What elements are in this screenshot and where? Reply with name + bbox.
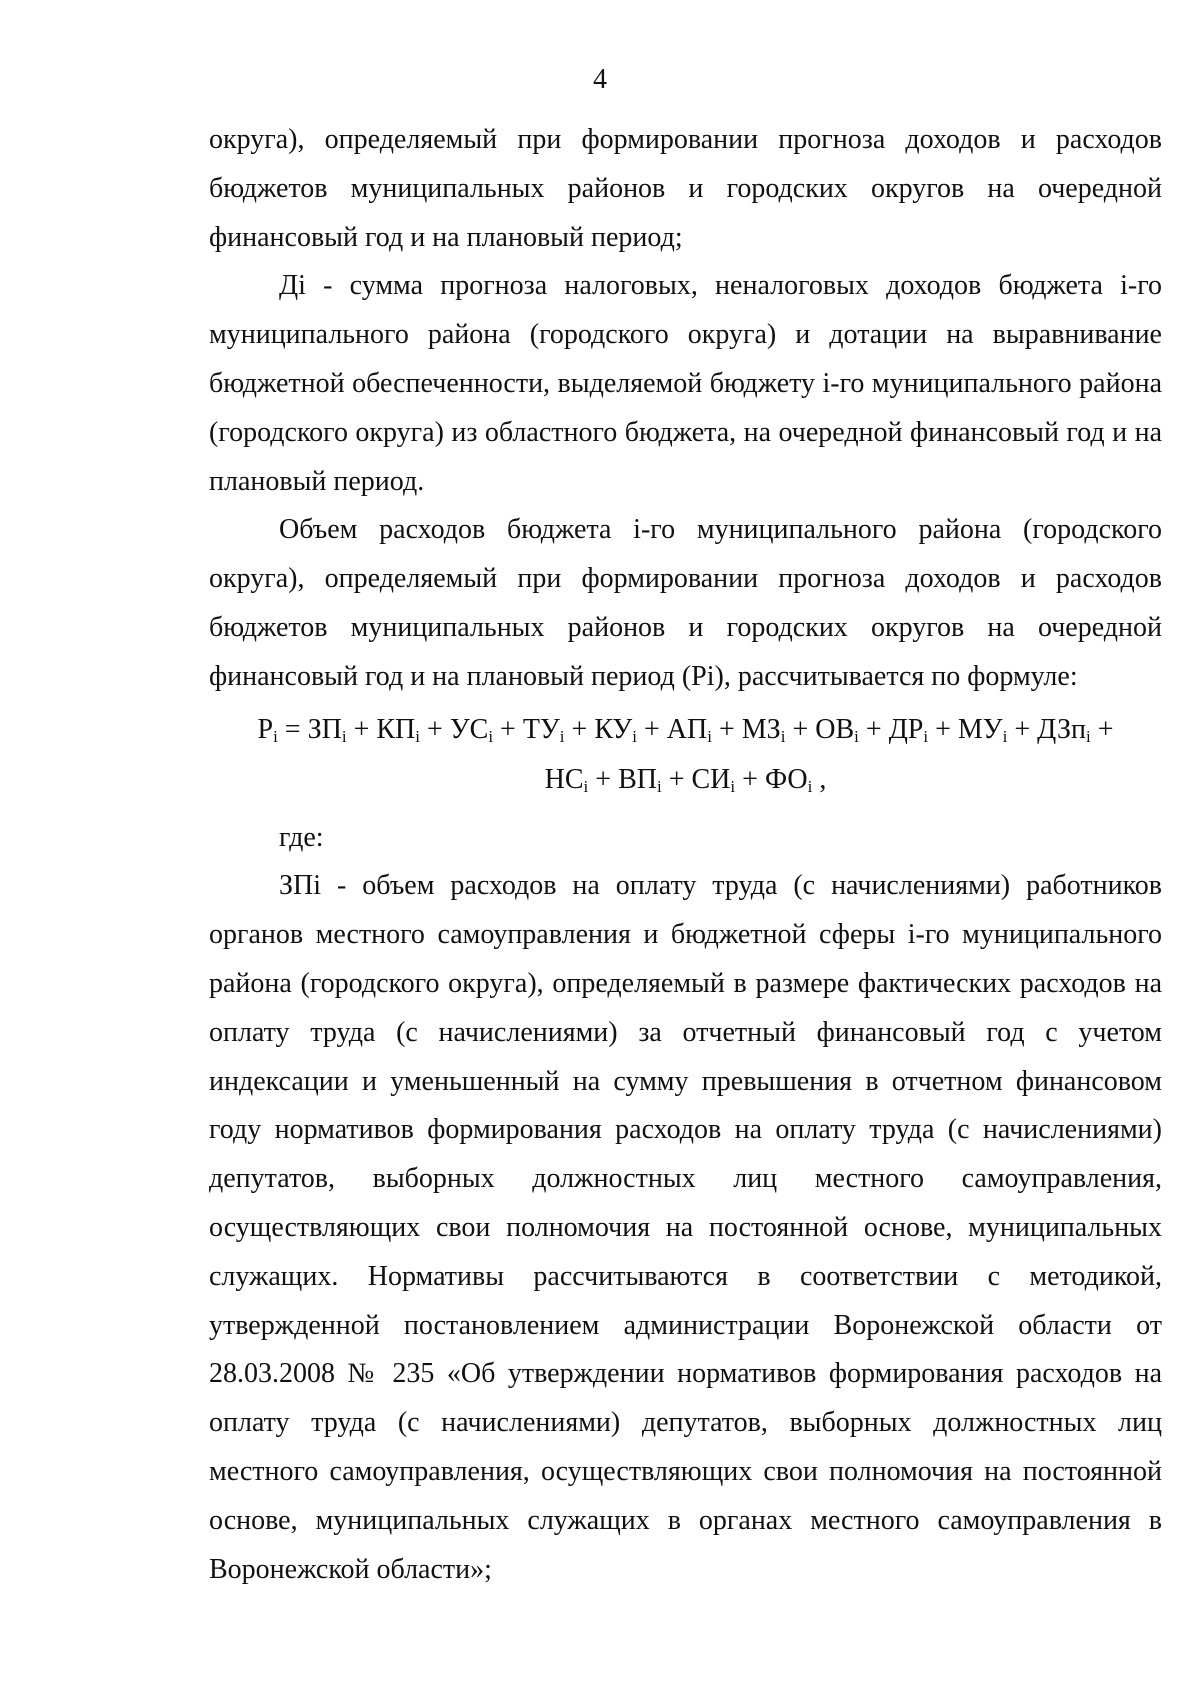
where-label: где: bbox=[279, 821, 324, 853]
formula-operator: + bbox=[928, 713, 958, 745]
formula-subscript: i bbox=[854, 726, 859, 746]
formula-subscript: i bbox=[488, 726, 494, 746]
formula-subscript: i bbox=[730, 776, 736, 796]
formula-subscript: i bbox=[780, 726, 786, 746]
formula-operator: + bbox=[1007, 713, 1038, 745]
formula-operator: + bbox=[1090, 713, 1114, 745]
formula-subscript: i bbox=[656, 776, 662, 796]
document-body bbox=[209, 116, 1162, 1594]
formula-term: $МУ_i$ bbox=[957, 713, 1008, 746]
paragraph-expenditure-volume: Объем расходов бюджета i-го муниципального района (городского округа), определяемый при формировании прогноза доходов и расходов бюджетов муниципальных районов и городских округов на очередной финансовый год и на плановый период (Pi), рассчитывается по формуле: bbox=[209, 514, 1162, 692]
formula-operator: + bbox=[735, 763, 765, 795]
formula-term: $P_i$ bbox=[257, 713, 278, 746]
formula-subscript: i bbox=[632, 726, 637, 746]
formula-term: ДЗп$_i$ bbox=[1037, 713, 1091, 746]
formula-operator: = bbox=[277, 713, 308, 745]
formula-term: $КП_i$ bbox=[376, 713, 421, 746]
formula-subscript: i bbox=[559, 726, 565, 746]
formula-operator: + bbox=[588, 763, 619, 795]
formula-line-1 bbox=[209, 704, 1162, 756]
formula-subscript: i bbox=[923, 726, 929, 746]
page-number: 4 bbox=[593, 64, 607, 95]
formula-subscript: i bbox=[341, 726, 347, 746]
formula-subscript: i bbox=[707, 726, 712, 746]
formula-subscript: i bbox=[807, 776, 813, 796]
paragraph-di-definition: Дi - сумма прогноза налоговых, неналоговых доходов бюджета i-го муниципального района (городского округа) и дотации на выравнивание бюджетной обеспеченности, выделяемой бюджету i-го муниципального района (городского округа) из областного бюджета, на очередной финансовый год и на плановый период. bbox=[209, 270, 1162, 497]
formula-operator: , bbox=[812, 763, 827, 795]
formula-subscript: i bbox=[1085, 726, 1091, 746]
formula-term: $ДР_i$ bbox=[888, 713, 929, 746]
paragraph-zp-definition: ЗПi - объем расходов на оплату труда (с начислениями) работников органов местного самоуправления и бюджетной сферы i-го муниципального района (городского округа), определяемый в размере фактических расходов на оплату труда (с начислениями) за отчетный финансовый год с учетом индексации и уменьшенный на сумму превышения в отчетном финансовом году нормативов формирования расходов на оплату труда (с начислениями) депутатов, выборных должностных лиц местного самоуправления, осуществляющих свои полномочия на постоянной основе, муниципальных служащих. Нормативы рассчитываются в соответствии с методикой, утвержденной постановлением администрации Воронежской области от 28.03.2008 № 235 «Об утверждении нормативов формирования расходов на оплату труда (с начислениями) депутатов, выборных должностных лиц местного самоуправления, осуществляющих свои полномочия на постоянной основе, муниципальных служащих в органах местного самоуправления в Воронежской области»; bbox=[209, 870, 1162, 1585]
formula-term: $НС_i$ bbox=[544, 763, 589, 796]
formula-operator: + bbox=[858, 713, 889, 745]
formula-term: $СИ_i$ bbox=[691, 763, 736, 796]
formula-operator: + bbox=[661, 763, 692, 795]
formula-term: $ФО_i$ bbox=[764, 763, 813, 796]
formula-operator: + bbox=[637, 713, 667, 745]
formula-term: $ТУ_i$ bbox=[522, 713, 565, 746]
formula-term: $АП_i$ bbox=[666, 713, 712, 746]
formula-operator: + bbox=[785, 713, 816, 745]
formula-subscript: i bbox=[1002, 726, 1008, 746]
formula-subscript: i bbox=[415, 726, 421, 746]
formula-subscript: i bbox=[583, 776, 589, 796]
formula-operator: + bbox=[346, 713, 377, 745]
formula-operator: + bbox=[420, 713, 450, 745]
formula-term: $ВП_i$ bbox=[618, 763, 662, 796]
formula-operator: + bbox=[564, 713, 595, 745]
formula-operator: + bbox=[493, 713, 523, 745]
formula-term: $ЗП_i$ bbox=[307, 713, 347, 746]
formula-term: $КУ_i$ bbox=[594, 713, 637, 746]
formula-line-2 bbox=[209, 754, 1162, 806]
formula-operator: + bbox=[711, 713, 742, 745]
formula-term: $МЗ_i$ bbox=[741, 713, 786, 746]
formula-subscript: i bbox=[273, 726, 278, 746]
formula-term: $ОВ_i$ bbox=[815, 713, 859, 746]
formula-term: $УС_i$ bbox=[449, 713, 494, 746]
paragraph-continuation: округа), определяемый при формировании прогноза доходов и расходов бюджетов муниципальных районов и городских округов на очередной финансовый год и на плановый период; bbox=[209, 124, 1162, 253]
